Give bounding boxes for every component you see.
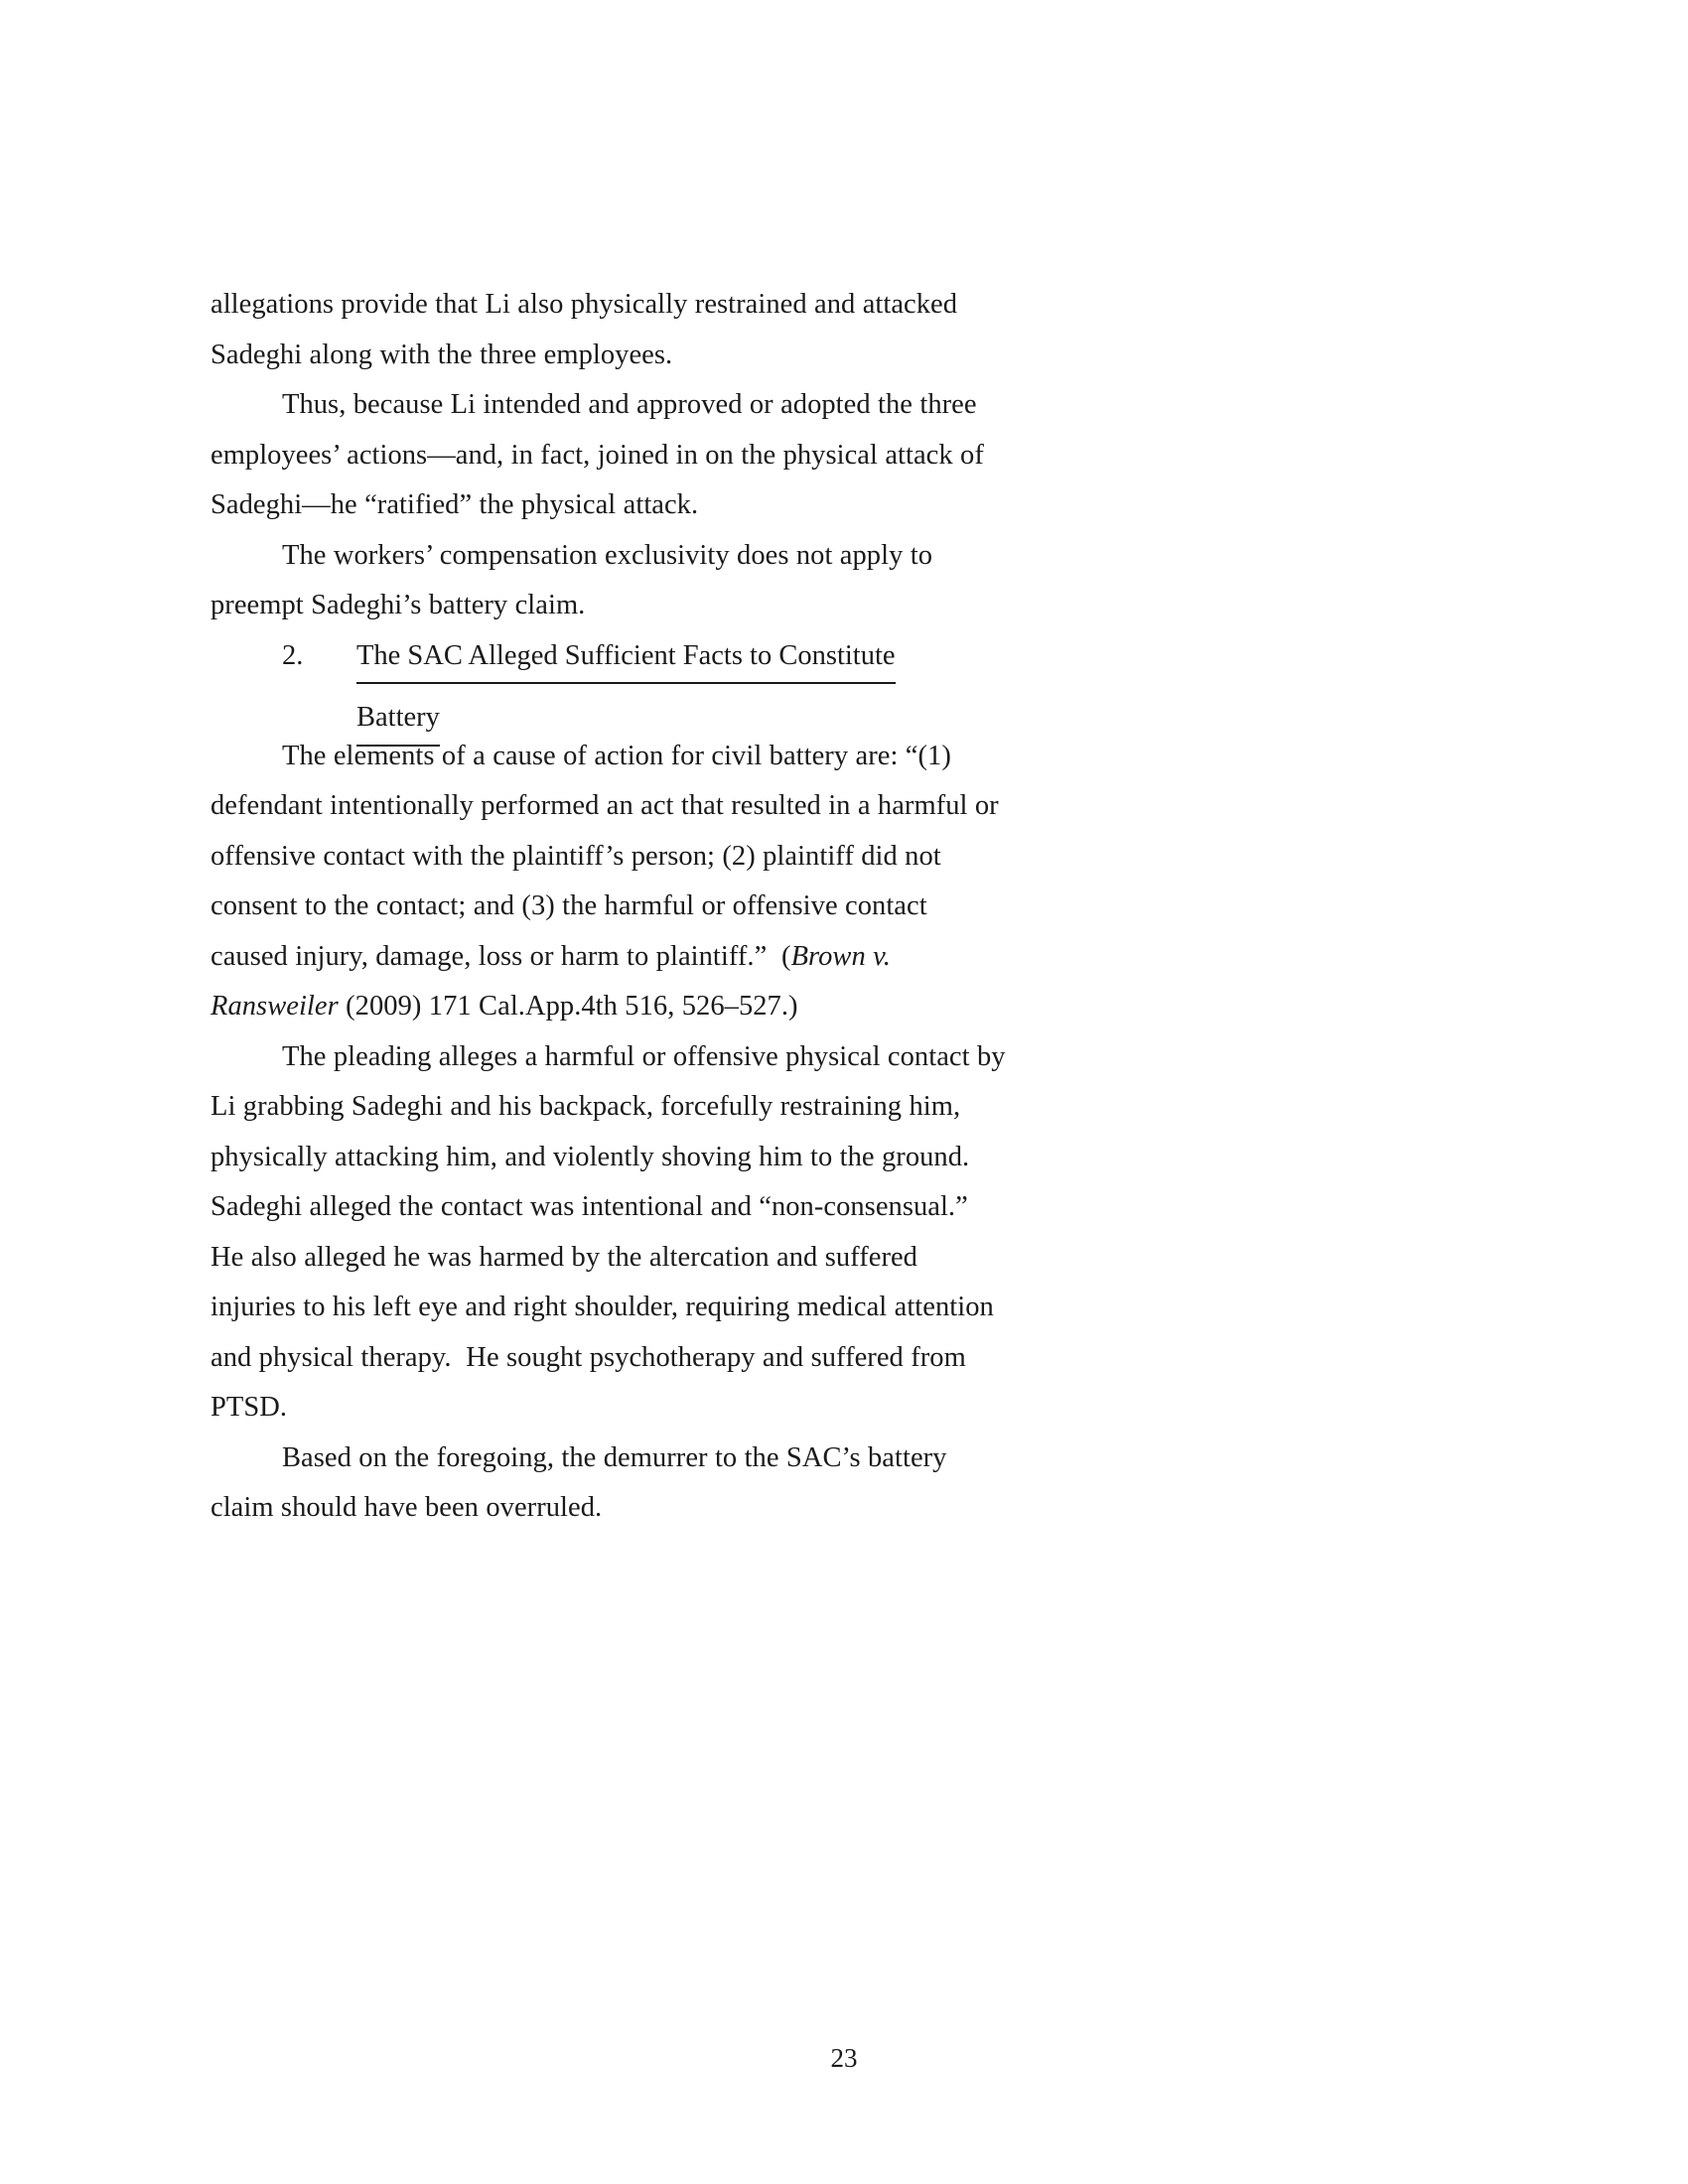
page-number: 23 <box>830 2043 858 2073</box>
paragraph-workers-comp: The workers’ compensation exclusivity does not apply to preempt Sadeghi’s battery claim. <box>211 539 940 620</box>
document-body <box>211 280 1013 1534</box>
heading-text <box>356 631 1012 747</box>
section-heading <box>211 631 1010 732</box>
paragraph-pleading-allegations: The pleading alleges a harmful or offensive physical contact by Li grabbing Sadeghi and his backpack, forcefully restraining him, physically attacking him, and violently shoving him to the ground. Sadeghi alleged the contact was intentional and “non-consensual.” He also alleged he was harmed by the altercation and suffered injuries to his left eye and right shoulder, requiring medical attention and physical therapy. He sought psychotherapy and suffered from PTSD. <box>211 1040 1013 1423</box>
battery-elements-text-before-citation: The elements of a cause of action for civil battery are: “(1) defendant intentionally performed an act that resulted in a harmful or offensive contact with the plaintiff’s person; (2) plaintiff did not consent to the contact; and (3) the harmful or offensive contact caused injury, damage, loss or harm to plaintiff.” ( <box>211 740 1007 972</box>
heading-line-1: The SAC Alleged Sufficient Facts to Constitute <box>356 631 896 685</box>
paragraph-conclusion: Based on the foregoing, the demurrer to the SAC’s battery claim should have been overruled. <box>211 1441 954 1523</box>
case-citation-reporter: (2009) 171 Cal.App.4th 516, 526–527.) <box>338 991 798 1022</box>
paragraph-battery-elements <box>211 732 1010 1032</box>
paragraph-continuation: allegations provide that Li also physically restrained and attacked Sadeghi along with the three employees. <box>211 289 965 370</box>
heading-line-2: Battery <box>356 693 440 747</box>
heading-number: 2. <box>282 639 304 671</box>
paragraph-ratification: Thus, because Li intended and approved or adopted the three employees’ actions—and, in fact, joined in on the physical attack of Sadeghi—he “ratified” the physical attack. <box>211 389 992 520</box>
case-citation-name: Brown v. Ransweiler <box>211 940 899 1022</box>
